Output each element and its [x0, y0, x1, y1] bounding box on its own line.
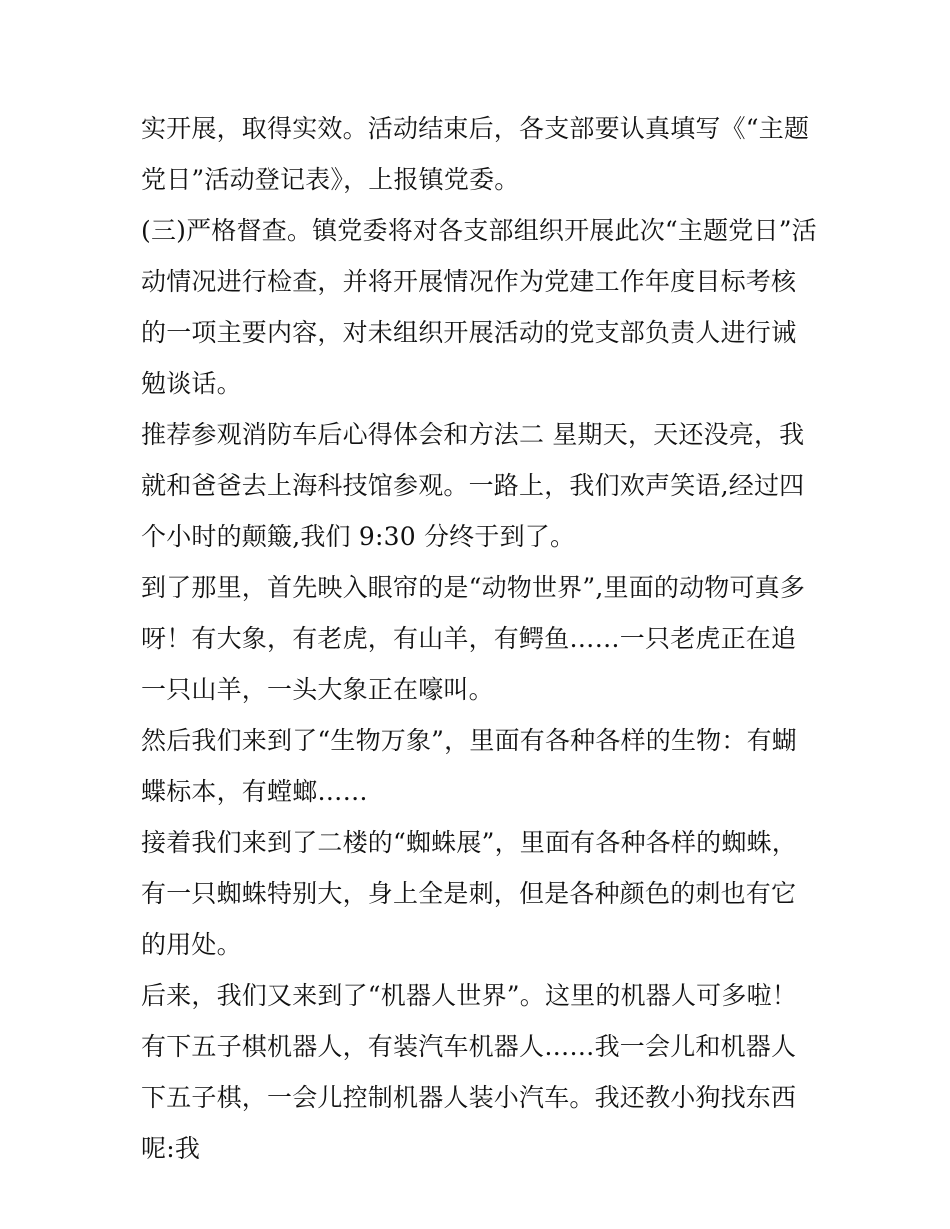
paragraph-supervision: (三)严格督查。镇党委将对各支部组织开展此次“主题党日”活动情况进行检查，并将开展情况作为党建工作年度目标考核的一项主要内容，对未组织开展活动的党支部负责人进行诫勉谈话。 — [141, 216, 817, 398]
paragraph-visit-intro: 推荐参观消防车后心得体会和方法二 星期天，天还没亮，我就和爸爸去上海科技馆参观。一路上，我们欢声笑语,经过四个小时的颠簸,我们 9:30 分终于到了。 — [141, 420, 805, 551]
paragraph-robot-world: 后来，我们又来到了“机器人世界”。这里的机器人可多啦！有下五子棋机器人，有装汽车机器人……我一会儿和机器人下五子棋，一会儿控制机器人装小汽车。我还教小狗找东西呢:我 — [141, 981, 797, 1163]
paragraph-spider-exhibit: 接着我们来到了二楼的“蜘蛛展”，里面有各种各样的蜘蛛，有一只蜘蛛特别大，身上全是刺，但是各种颜色的刺也有它的用处。 — [141, 828, 797, 959]
paragraph-registration: 实开展，取得实效。活动结束后，各支部要认真填写《“主题党日”活动登记表》，上报镇党委。 — [141, 114, 810, 194]
paragraph-biology: 然后我们来到了“生物万象”，里面有各种各样的生物：有蝴蝶标本，有螳螂…… — [141, 726, 797, 806]
document-body — [141, 103, 821, 1174]
paragraph-animal-world: 到了那里，首先映入眼帘的是“动物世界”,里面的动物可真多呀！有大象，有老虎，有山羊，有鳄鱼……一只老虎正在追一只山羊，一头大象正在嚎叫。 — [141, 573, 806, 704]
